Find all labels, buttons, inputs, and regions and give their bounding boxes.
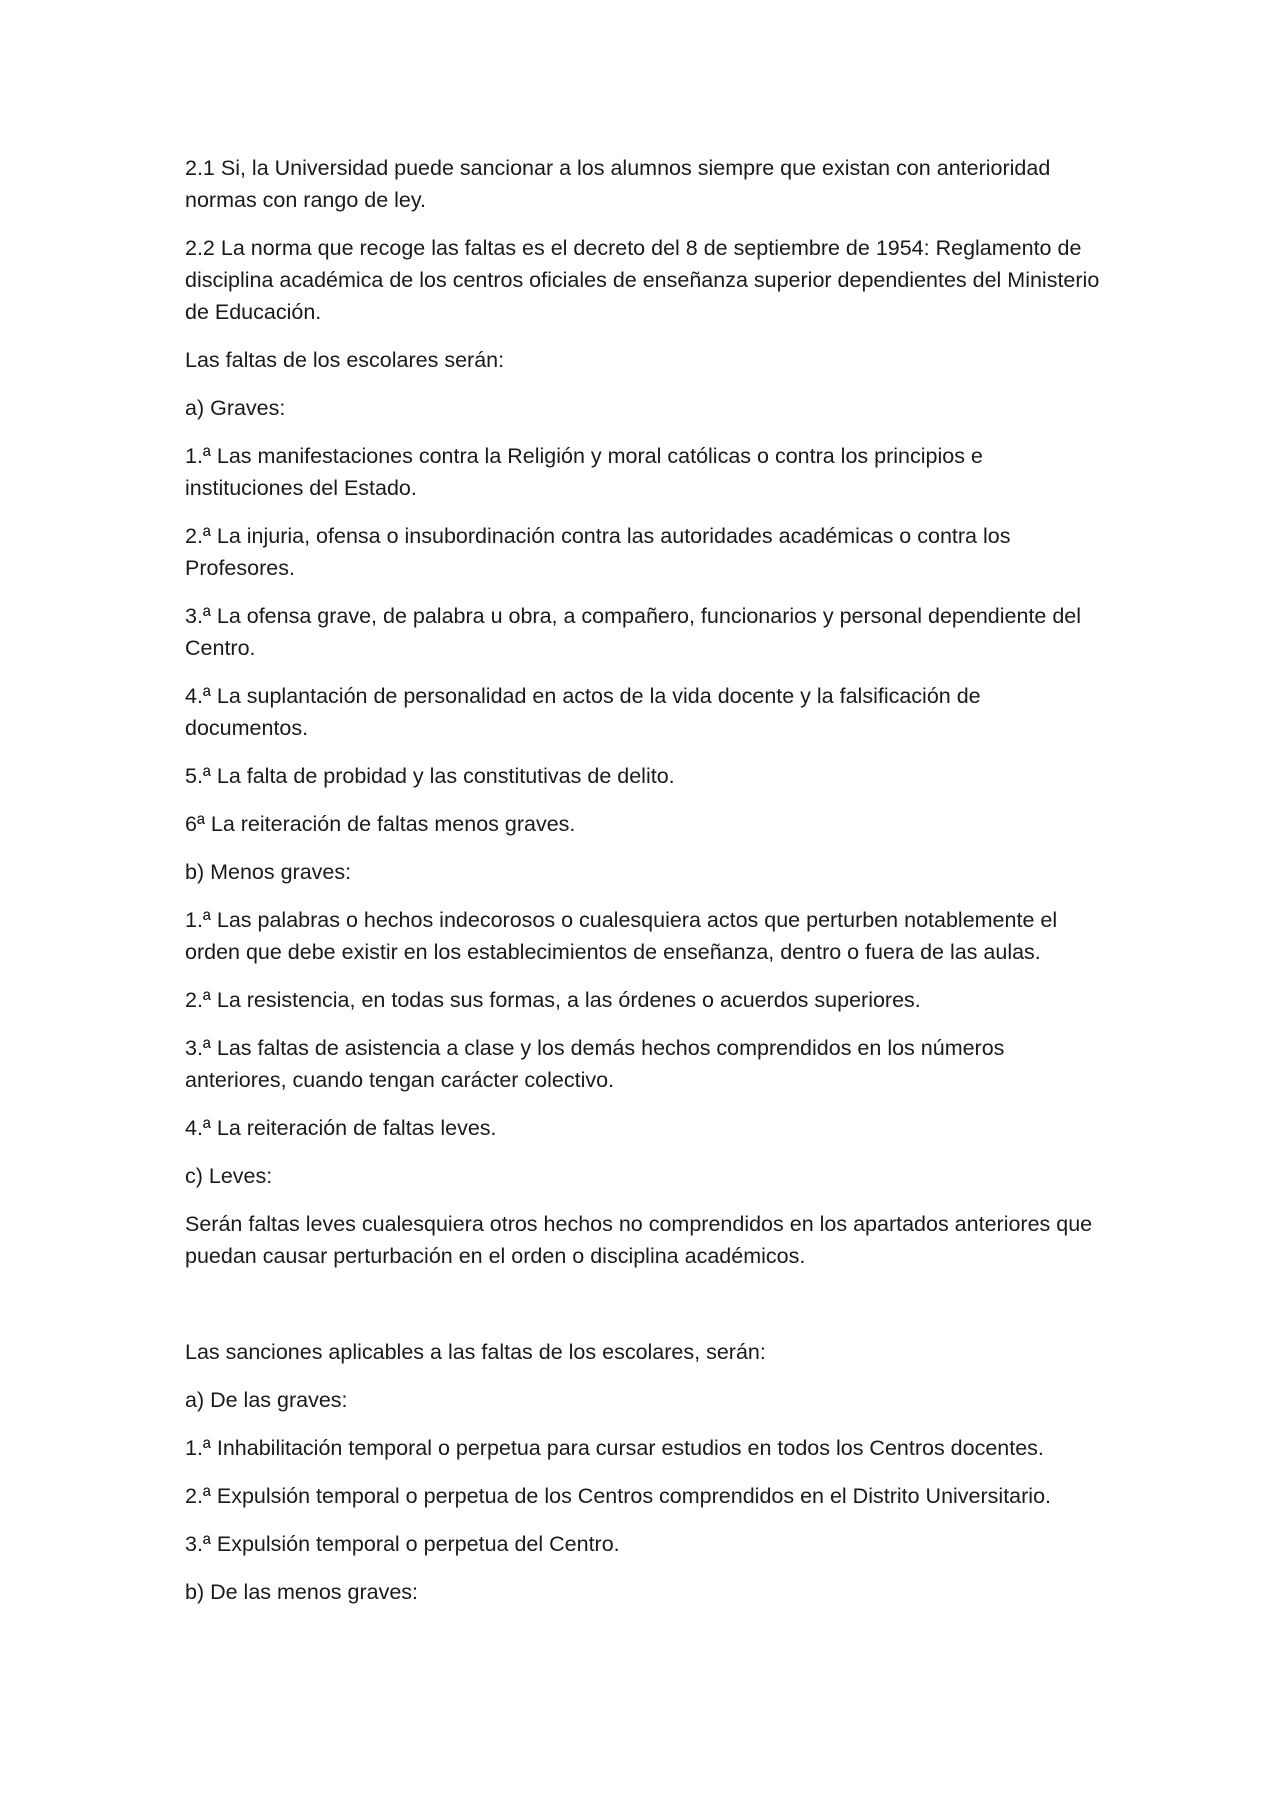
graves-item-4: 4.ª La suplantación de personalidad en actos de la vida docente y la falsificación de documentos. [185, 684, 981, 740]
sanciones-graves-item-3: 3.ª Expulsión temporal o perpetua del Centro. [185, 1532, 620, 1556]
sanciones-menos-graves-heading: b) De las menos graves: [185, 1580, 419, 1604]
menos-graves-heading: b) Menos graves: [185, 860, 352, 884]
menos-graves-item-4: 4.ª La reiteración de faltas leves. [185, 1116, 497, 1140]
graves-item-1: 1.ª Las manifestaciones contra la Religión y moral católicas o contra los principios e instituciones del Estado. [185, 444, 983, 500]
sanciones-graves-heading: a) De las graves: [185, 1388, 348, 1412]
graves-item-5: 5.ª La falta de probidad y las constitutivas de delito. [185, 764, 675, 788]
graves-item-2: 2.ª La injuria, ofensa o insubordinación contra las autoridades académicas o contra los Profesores. [185, 524, 1011, 580]
paragraph-2-2: 2.2 La norma que recoge las faltas es el decreto del 8 de septiembre de 1954: Reglamento de disciplina académica de los centros oficiales de enseñanza superior dependientes del Ministerio de Educación. [185, 236, 1100, 324]
leves-heading: c) Leves: [185, 1164, 273, 1188]
graves-item-3: 3.ª La ofensa grave, de palabra u obra, a compañero, funcionarios y personal dependiente del Centro. [185, 604, 1082, 660]
graves-item-6: 6ª La reiteración de faltas menos graves. [185, 812, 576, 836]
graves-heading: a) Graves: [185, 396, 286, 420]
sanciones-graves-item-2: 2.ª Expulsión temporal o perpetua de los Centros comprendidos en el Distrito Universitario. [185, 1484, 1051, 1508]
document-body [185, 152, 1105, 1624]
paragraph-2-1: 2.1 Si, la Universidad puede sancionar a los alumnos siempre que existan con anterioridad normas con rango de ley. [185, 156, 1051, 212]
menos-graves-item-1: 1.ª Las palabras o hechos indecorosos o cualesquiera actos que perturben notablemente el orden que debe existir en los establecimientos de enseñanza, dentro o fuera de las aulas. [185, 908, 1058, 964]
sanciones-heading: Las sanciones aplicables a las faltas de los escolares, serán: [185, 1340, 766, 1364]
menos-graves-item-2: 2.ª La resistencia, en todas sus formas, a las órdenes o acuerdos superiores. [185, 988, 921, 1012]
faltas-heading: Las faltas de los escolares serán: [185, 348, 505, 372]
leves-description: Serán faltas leves cualesquiera otros hechos no comprendidos en los apartados anteriores que puedan causar perturbación en el orden o disciplina académicos. [185, 1212, 1093, 1268]
menos-graves-item-3: 3.ª Las faltas de asistencia a clase y los demás hechos comprendidos en los números anteriores, cuando tengan carácter colectivo. [185, 1036, 1005, 1092]
sanciones-graves-item-1: 1.ª Inhabilitación temporal o perpetua para cursar estudios en todos los Centros docentes. [185, 1436, 1044, 1460]
